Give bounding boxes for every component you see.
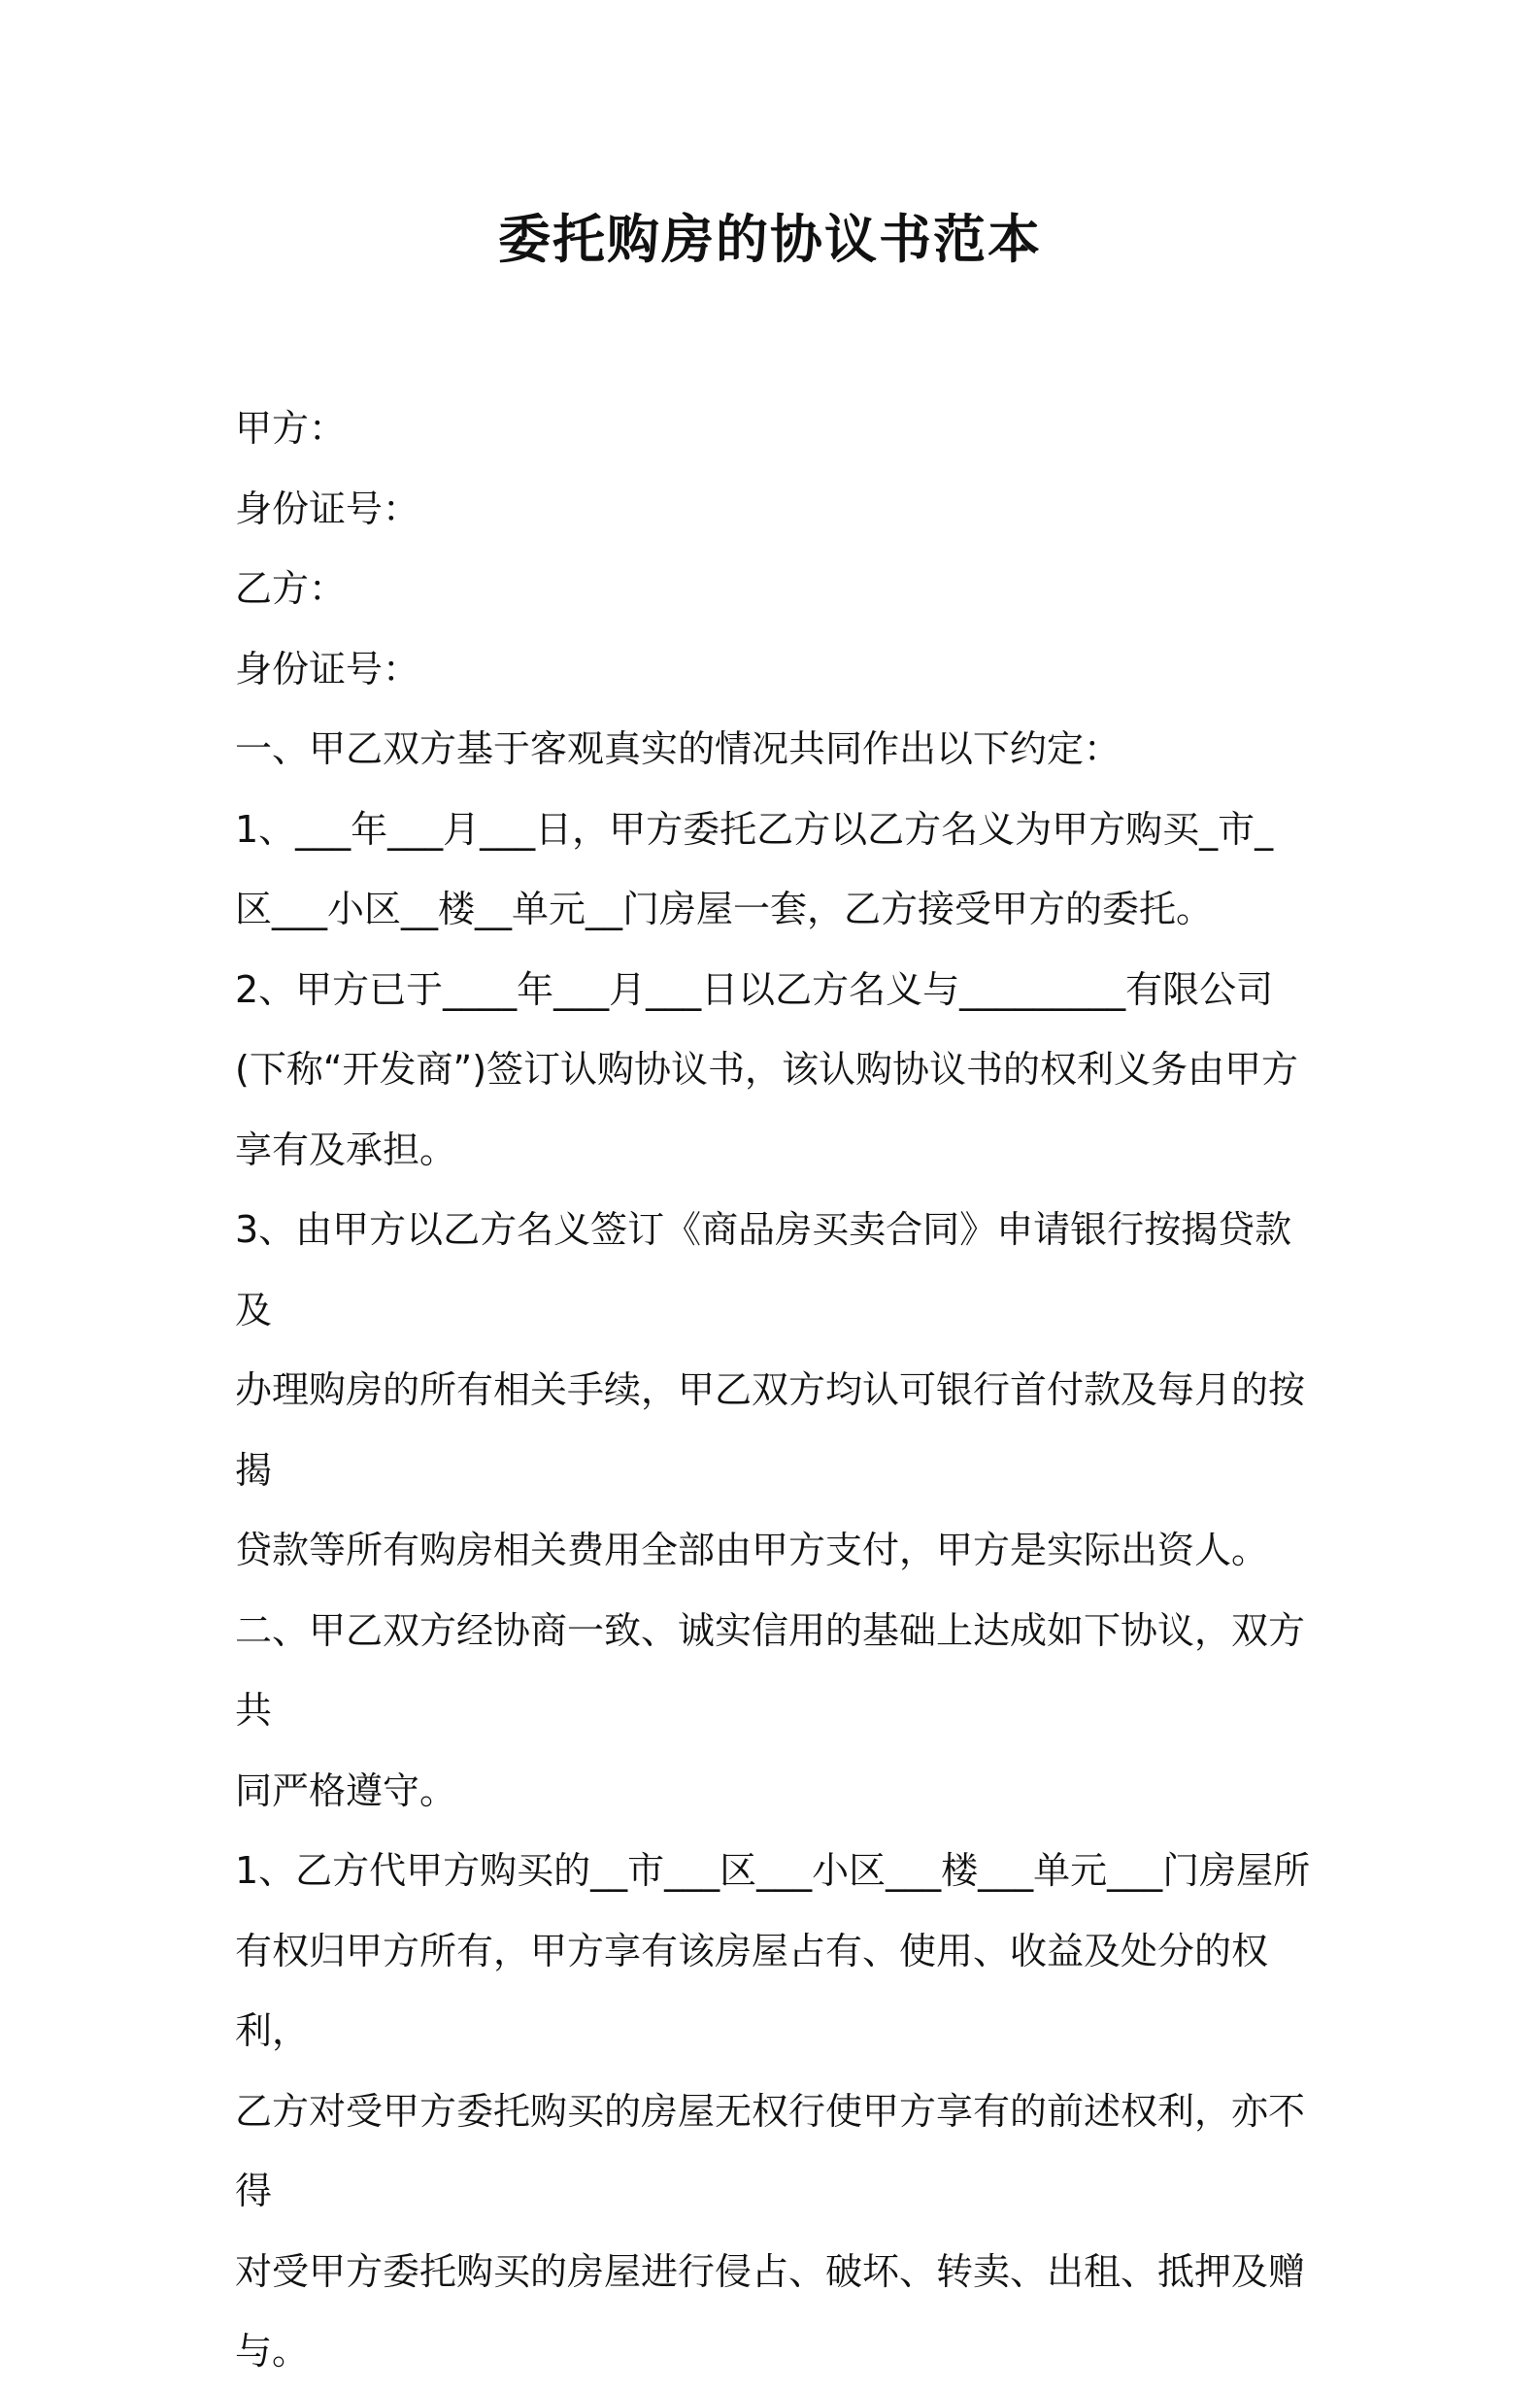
clause-line: 贷款等所有购房相关费用全部由甲方支付，甲方是实际出资人。 — [235, 1529, 1269, 1571]
clause-line: 乙方对受甲方委托购买的房屋无权行使甲方享有的前述权利，亦不得 — [235, 2089, 1306, 2212]
party-a-id-line: 身份证号： — [235, 487, 420, 530]
party-b-id-line: 身份证号： — [235, 647, 420, 691]
clause-line: 3、由甲方以乙方名义签订《商品房买卖合同》申请银行按揭贷款及 — [235, 1208, 1292, 1331]
section-2-heading: 二、甲乙双方经协商一致、诚实信用的基础上达成如下协议，双方共 — [235, 1608, 1306, 1732]
party-b-line: 乙方： — [235, 567, 347, 610]
party-a-line: 甲方： — [235, 407, 347, 450]
clause-line: 有权归甲方所有，甲方享有该房屋占有、使用、收益及处分的权利， — [235, 1929, 1269, 2052]
document-title: 委托购房的协议书范本 — [498, 209, 1042, 270]
clause-line: 同严格遵守。 — [235, 1769, 457, 1812]
clause-line: 享有及承担。 — [235, 1128, 457, 1171]
clause-line: 区___小区__楼__单元__门房屋一套，乙方接受甲方的委托。 — [235, 888, 1214, 930]
clause-line: 1、___年___月___日，甲方委托乙方以乙方名义为甲方购买_市_ — [235, 807, 1274, 851]
document-body — [235, 388, 1313, 2392]
clause-line: 1、乙方代甲方购买的__市___区___小区___楼___单元___门房屋所 — [235, 1849, 1311, 1892]
clause-line: 办理购房的所有相关手续，甲乙双方均认可银行首付款及每月的按揭 — [235, 1368, 1306, 1492]
section-1-heading: 一、甲乙双方基于客观真实的情况共同作出以下约定： — [235, 727, 1122, 770]
clause-line: 2、甲方已于____年___月___日以乙方名义与_________有限公司 — [235, 967, 1274, 1011]
clause-line: (下称“开发商”)签订认购协议书，该认购协议书的权利义务由甲方 — [235, 1048, 1299, 1091]
clause-line: 对受甲方委托购买的房屋进行侵占、破坏、转卖、出租、抵押及赠与。 — [235, 2249, 1306, 2373]
